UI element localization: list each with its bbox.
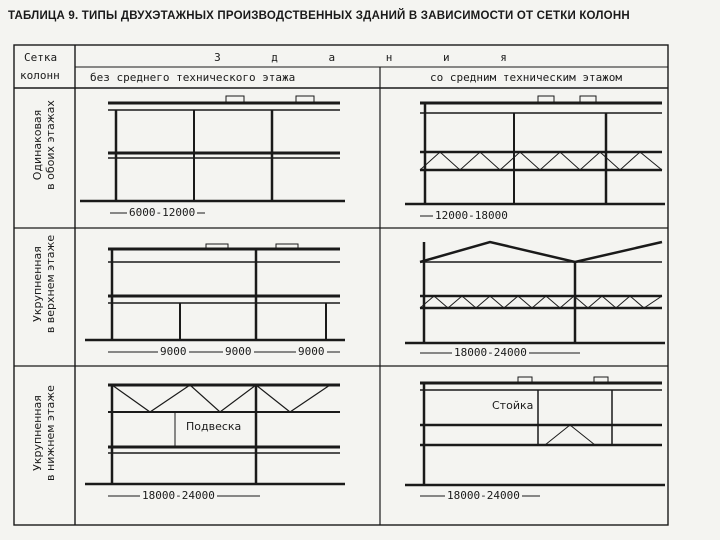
frame-r2-left — [85, 244, 345, 352]
frame-r1-right — [405, 96, 665, 216]
dim-r3-right: 18000-24000 — [447, 489, 520, 502]
dim-r3-left: 18000-24000 — [142, 489, 215, 502]
header-grid-label-line1: Сетка — [24, 51, 58, 64]
row2-label-line1: Укрупненная — [31, 246, 44, 322]
dim-r1-left: 6000-12000 — [129, 206, 196, 219]
dim-r2-left-2: 9000 — [225, 345, 252, 358]
table-title: ТАБЛИЦА 9. ТИПЫ ДВУХЭТАЖНЫХ ПРОИЗВОДСТВЕННЫХ ЗДАНИЙ В ЗАВИСИМОСТИ ОТ СЕТКИ КОЛОНН — [8, 10, 630, 22]
row3-label-line2: в нижнем этаже — [44, 385, 57, 481]
dim-r2-left-1: 9000 — [160, 345, 187, 358]
frame-r3-right — [405, 377, 665, 496]
frame-r3-left — [85, 385, 345, 496]
dim-r2-right: 18000-24000 — [454, 346, 527, 359]
header-buildings: З д а н и я — [214, 51, 529, 64]
header-col-without-tech-floor: без среднего технического этажа — [90, 71, 296, 84]
row-label-same — [31, 75, 57, 215]
note-suspension: Подвеска — [186, 420, 242, 433]
row2-label-line2: в верхнем этаже — [44, 234, 57, 334]
dim-r1-right: 12000-18000 — [435, 209, 508, 222]
frame-r1-left — [80, 96, 345, 213]
row1-label-line2: в обоих этажах — [44, 100, 57, 190]
header-grid-label-line2: колонн — [20, 69, 60, 82]
row3-label-line1: Укрупненная — [31, 395, 44, 471]
header-col-with-tech-floor: со средним техническим этажом — [430, 71, 623, 84]
row1-label-line1: Одинаковая — [31, 109, 44, 181]
row-label-lower — [31, 363, 57, 503]
frame-r2-right — [405, 242, 665, 353]
row-label-upper — [31, 214, 57, 354]
note-post: Стойка — [492, 399, 534, 412]
dim-r2-left-3: 9000 — [298, 345, 325, 358]
